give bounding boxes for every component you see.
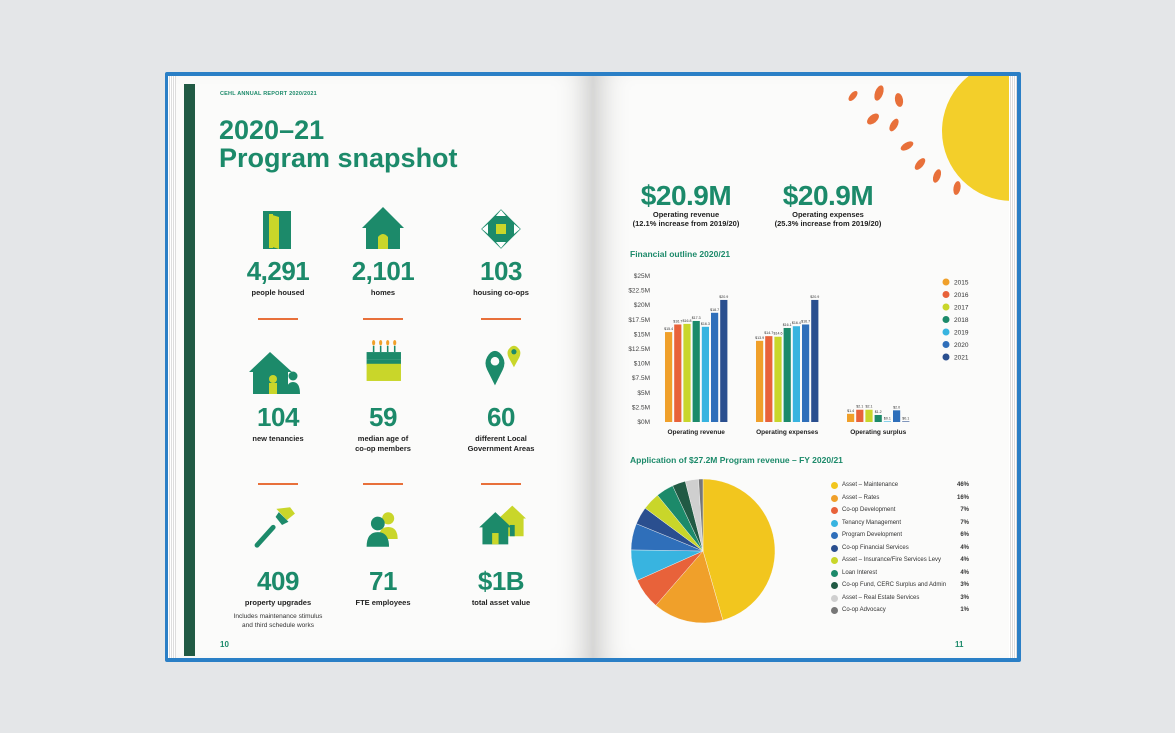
revenue-amount: $20.9M bbox=[640, 180, 732, 211]
program-revenue-pie-chart bbox=[623, 471, 783, 631]
legend-label: Co-op Financial Services bbox=[842, 544, 909, 551]
stat-label-line2: Government Areas bbox=[467, 444, 535, 453]
bar-value-label: $16.1 bbox=[782, 322, 792, 327]
stat-label-line2: co-op members bbox=[355, 444, 411, 453]
stat-value: 59 bbox=[369, 402, 397, 432]
house-icon bbox=[318, 206, 448, 256]
title-text: Program snapshot bbox=[219, 143, 458, 173]
legend-label: 2019 bbox=[954, 329, 969, 337]
x-category-label: Operating expenses bbox=[756, 429, 819, 436]
expenses-amount: $20.9M bbox=[782, 180, 874, 211]
houses-icon bbox=[436, 504, 566, 554]
bar-value-label: $15.4 bbox=[664, 327, 674, 332]
legend-swatch bbox=[831, 507, 838, 514]
separator bbox=[258, 318, 298, 320]
legend-label: Loan Interest bbox=[842, 569, 878, 576]
legend-swatch bbox=[943, 341, 950, 348]
footnote-line2: and third schedule works bbox=[242, 622, 314, 629]
legend-swatch bbox=[831, 545, 838, 552]
stat-value: 71 bbox=[369, 566, 397, 596]
stat-label: housing co-ops bbox=[473, 288, 529, 297]
stat-label-line1: different Local bbox=[475, 434, 527, 443]
legend-swatch bbox=[943, 316, 950, 323]
right-page bbox=[593, 76, 1017, 658]
stat-value: 409 bbox=[257, 566, 299, 596]
stat-label: people housed bbox=[251, 288, 305, 297]
legend-label: 2020 bbox=[954, 341, 969, 349]
pie-legend-item bbox=[831, 556, 969, 569]
bar bbox=[693, 321, 700, 422]
legend-swatch bbox=[831, 607, 838, 614]
bar bbox=[774, 337, 781, 422]
bar-value-label: $14.7 bbox=[764, 331, 774, 336]
bar-value-label: $16.7 bbox=[801, 319, 811, 324]
stat-label: new tenancies bbox=[252, 434, 304, 443]
bar-value-label: $16.8 bbox=[682, 318, 692, 323]
legend-label: Asset – Maintenance bbox=[842, 482, 899, 488]
bar-value-label: $20.9 bbox=[719, 294, 729, 299]
bar bbox=[865, 410, 872, 422]
legend-value: 4% bbox=[960, 569, 969, 576]
legend-label: 2021 bbox=[954, 354, 969, 362]
y-tick-label: $17.5M bbox=[628, 316, 650, 324]
legend-label: 2018 bbox=[954, 316, 969, 324]
bar-value-label: $13.9 bbox=[755, 335, 765, 340]
legend-swatch bbox=[943, 354, 950, 361]
bar-value-label: $2.1 bbox=[856, 404, 864, 409]
legend-swatch bbox=[943, 329, 950, 336]
pie-legend-item bbox=[831, 519, 969, 532]
stat-value: 104 bbox=[257, 402, 299, 432]
page-number: 10 bbox=[220, 640, 229, 649]
legend-swatch bbox=[831, 520, 838, 527]
y-tick-label: $15M bbox=[633, 331, 650, 339]
y-tick-label: $0M bbox=[637, 419, 650, 426]
legend-label: 2015 bbox=[954, 279, 969, 287]
pie-legend-item bbox=[831, 544, 969, 557]
legend-label: Program Development bbox=[842, 532, 903, 538]
stat-label: homes bbox=[370, 288, 396, 297]
financial-bar-chart bbox=[593, 262, 1017, 442]
stat-value: 4,291 bbox=[246, 256, 310, 286]
bar-value-label: $14.6 bbox=[773, 331, 783, 336]
bar bbox=[683, 324, 690, 422]
legend-label: Co-op Fund, CERC Surplus and Admin bbox=[842, 582, 947, 588]
stat-value: $1B bbox=[477, 566, 525, 596]
stat-label-line1: median age of bbox=[357, 434, 409, 443]
y-tick-label: $2.5M bbox=[631, 404, 650, 412]
separator bbox=[363, 483, 403, 485]
legend-swatch bbox=[831, 595, 838, 602]
financial-outline-title: Financial outline 2020/21 bbox=[630, 249, 731, 259]
bar-value-label: $1.2 bbox=[874, 409, 882, 414]
y-tick-label: $10M bbox=[633, 360, 650, 368]
bar bbox=[784, 328, 791, 422]
legend-swatch bbox=[943, 291, 950, 298]
birthday-cake-icon bbox=[318, 338, 448, 388]
y-tick-label: $25M bbox=[633, 273, 650, 280]
pie-legend-item bbox=[831, 594, 969, 607]
pie-legend-item bbox=[831, 606, 969, 619]
revenue-change: (12.1% increase from 2019/20) bbox=[632, 219, 740, 228]
legend-label: Tenancy Management bbox=[842, 519, 902, 526]
separator bbox=[363, 318, 403, 320]
stat-label bbox=[436, 434, 566, 454]
stat-label: total asset value bbox=[471, 598, 531, 607]
page-number: 11 bbox=[955, 640, 964, 649]
stat-value: 103 bbox=[480, 256, 522, 286]
headline-revenue bbox=[611, 180, 761, 228]
bar bbox=[720, 300, 727, 422]
legend-value: 3% bbox=[960, 594, 969, 601]
page-title bbox=[219, 116, 458, 172]
page-edges bbox=[168, 76, 176, 658]
bar-value-label: $20.9 bbox=[810, 294, 820, 299]
pie-legend-item bbox=[831, 494, 969, 507]
legend-label: Co-op Development bbox=[842, 507, 896, 513]
bar-value-label: $0.1 bbox=[902, 416, 910, 421]
legend-label: 2017 bbox=[954, 304, 969, 312]
pie-legend bbox=[831, 481, 969, 619]
y-tick-label: $22.5M bbox=[628, 287, 650, 295]
page-edges bbox=[1009, 76, 1017, 658]
headline-expenses bbox=[753, 180, 903, 228]
bar bbox=[811, 300, 818, 422]
separator bbox=[258, 483, 298, 485]
y-tick-label: $20M bbox=[633, 302, 650, 310]
legend-value: 4% bbox=[960, 557, 969, 563]
bar-value-label: $16.7 bbox=[673, 319, 683, 324]
bar bbox=[793, 326, 800, 422]
stat-value: 2,101 bbox=[351, 256, 415, 286]
bar bbox=[802, 324, 809, 422]
legend-value: 6% bbox=[960, 532, 969, 538]
bar-value-label: $18.7 bbox=[710, 307, 720, 312]
bar bbox=[893, 410, 900, 422]
bar bbox=[674, 324, 681, 422]
y-tick-label: $12.5M bbox=[628, 346, 650, 353]
legend-swatch bbox=[831, 582, 838, 589]
bar bbox=[847, 414, 854, 422]
bar bbox=[711, 313, 718, 422]
pie-legend-item bbox=[831, 481, 969, 494]
bar bbox=[875, 415, 882, 422]
legend-swatch bbox=[943, 304, 950, 311]
stat-label: FTE employees bbox=[355, 598, 411, 607]
arrows-icon bbox=[436, 206, 566, 256]
stat-footnote bbox=[213, 612, 343, 630]
bar-value-label: $2.0 bbox=[893, 405, 901, 410]
legend-value: 46% bbox=[956, 482, 969, 488]
bar bbox=[856, 410, 863, 422]
page-edge-bar bbox=[184, 84, 195, 656]
bar bbox=[902, 421, 909, 422]
left-page bbox=[168, 76, 593, 658]
legend-swatch bbox=[831, 570, 838, 577]
x-category-label: Operating surplus bbox=[850, 429, 907, 436]
x-category-label: Operating revenue bbox=[667, 429, 725, 436]
y-tick-label: $5M bbox=[637, 389, 650, 397]
bar-value-label: $0.1 bbox=[883, 416, 891, 421]
legend-label: Co-op Advocacy bbox=[842, 607, 886, 613]
bar-value-label: $2.1 bbox=[865, 404, 873, 409]
legend-value: 7% bbox=[960, 507, 969, 513]
legend-swatch bbox=[943, 279, 950, 286]
y-tick-label: $7.5M bbox=[631, 375, 650, 383]
legend-value: 4% bbox=[960, 544, 969, 551]
expenses-change: (25.3% increase from 2019/20) bbox=[774, 219, 882, 228]
bar-value-label: $16.4 bbox=[791, 321, 801, 326]
expenses-label: Operating expenses bbox=[792, 210, 864, 219]
legend-value: 16% bbox=[956, 494, 969, 501]
pie-legend-item bbox=[831, 581, 969, 594]
stat-label: property upgrades bbox=[244, 598, 312, 607]
bar-value-label: $16.3 bbox=[700, 321, 710, 326]
bar bbox=[884, 421, 891, 422]
separator bbox=[481, 318, 521, 320]
report-spread bbox=[165, 72, 1021, 662]
revenue-label: Operating revenue bbox=[652, 210, 720, 219]
bar bbox=[756, 341, 763, 422]
people-icon bbox=[318, 508, 448, 558]
legend-value: 7% bbox=[960, 519, 969, 526]
stat-label bbox=[318, 434, 448, 454]
pie-legend-item bbox=[831, 506, 969, 519]
bar-value-label: $1.4 bbox=[847, 408, 855, 413]
separator bbox=[481, 483, 521, 485]
report-header: CEHL ANNUAL REPORT 2020/2021 bbox=[220, 91, 317, 97]
pie-legend-item bbox=[831, 569, 969, 582]
legend-label: 2016 bbox=[954, 291, 969, 299]
legend-value: 1% bbox=[960, 607, 969, 613]
legend-label: Asset – Real Estate Services bbox=[842, 594, 920, 601]
legend-swatch bbox=[831, 495, 838, 502]
bar bbox=[765, 336, 772, 422]
legend-swatch bbox=[831, 557, 838, 564]
pie-legend-item bbox=[831, 531, 969, 544]
legend-swatch bbox=[831, 482, 838, 489]
title-year: 2020–21 bbox=[219, 115, 325, 145]
legend-label: Asset – Insurance/Fire Services Levy bbox=[842, 557, 942, 563]
bar bbox=[665, 332, 672, 422]
map-pin-icon bbox=[436, 344, 566, 394]
bar-value-label: $17.3 bbox=[691, 315, 701, 320]
stat-value: 60 bbox=[487, 402, 515, 432]
legend-value: 3% bbox=[960, 582, 969, 588]
legend-swatch bbox=[831, 532, 838, 539]
legend-label: Asset – Rates bbox=[842, 494, 880, 501]
pie-chart-title: Application of $27.2M Program revenue – FY 2020/21 bbox=[630, 455, 843, 465]
bar bbox=[702, 327, 709, 422]
footnote-line1: Includes maintenance stimulus bbox=[233, 613, 323, 620]
